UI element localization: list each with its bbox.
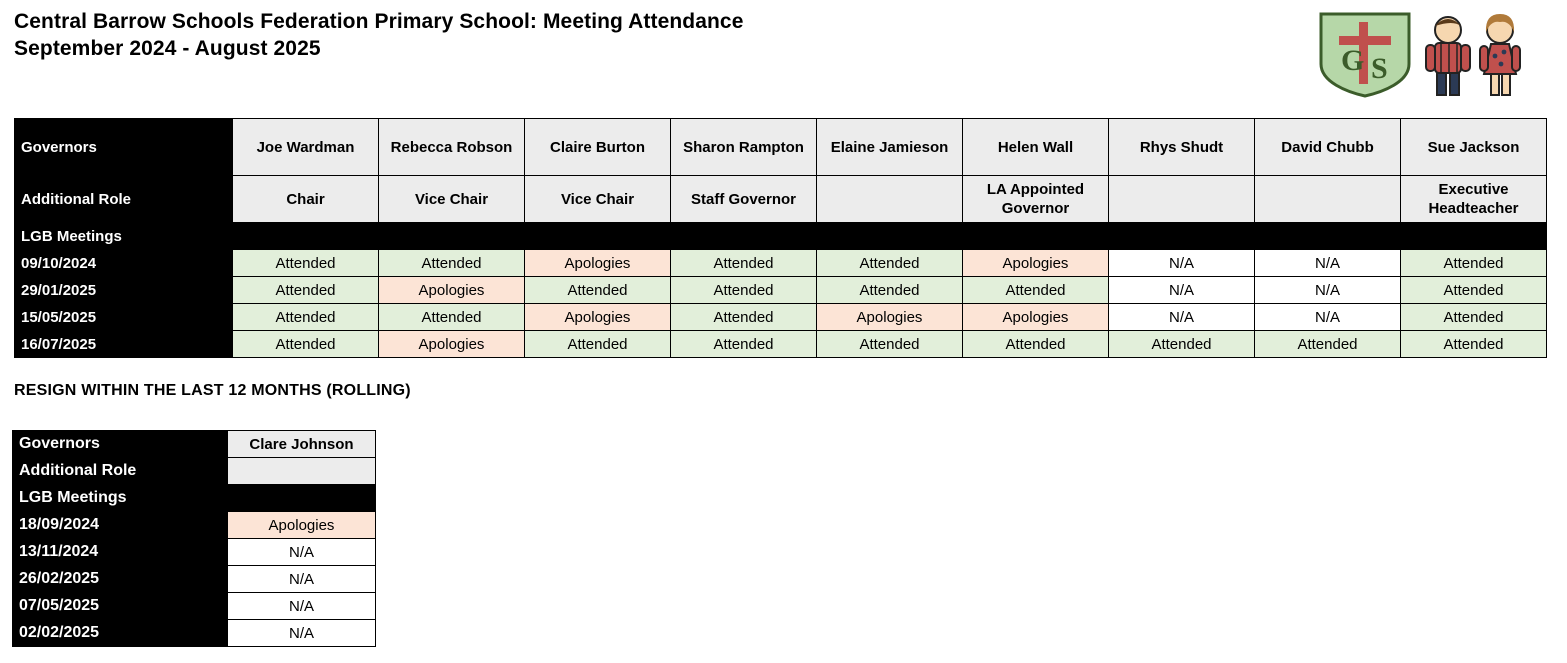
attendance-cell: Attended	[963, 277, 1109, 304]
page-title	[14, 8, 1314, 62]
attendance-cell: Apologies	[963, 304, 1109, 331]
attendance-cell: N/A	[1109, 277, 1255, 304]
row-label-governors: Governors	[15, 119, 233, 176]
governors-header-row	[13, 431, 376, 458]
attendance-cell: Attended	[817, 277, 963, 304]
school-logo	[1313, 8, 1543, 100]
table-row	[13, 566, 376, 593]
attendance-cell: Attended	[963, 331, 1109, 358]
meeting-date: 16/07/2025	[15, 331, 233, 358]
attendance-cell: Attended	[233, 304, 379, 331]
meeting-date: 26/02/2025	[13, 566, 228, 593]
governor-role	[1255, 176, 1401, 223]
governor-name-header: David Chubb	[1255, 119, 1401, 176]
section-spacer	[525, 223, 671, 250]
row-label-governors: Governors	[13, 431, 228, 458]
meeting-date: 29/01/2025	[15, 277, 233, 304]
lgb-meetings-section-row	[13, 485, 376, 512]
svg-text:G: G	[1341, 44, 1365, 77]
attendance-cell: N/A	[228, 593, 376, 620]
governors-header-row	[15, 119, 1547, 176]
attendance-cell: N/A	[1255, 277, 1401, 304]
section-spacer	[671, 223, 817, 250]
governor-role: Vice Chair	[525, 176, 671, 223]
lgb-meetings-section-row	[15, 223, 1547, 250]
attendance-cell: Attended	[1255, 331, 1401, 358]
governor-name-header: Clare Johnson	[228, 431, 376, 458]
table-row	[13, 512, 376, 539]
section-spacer	[963, 223, 1109, 250]
section-spacer	[1109, 223, 1255, 250]
meeting-date: 07/05/2025	[13, 593, 228, 620]
attendance-cell: Attended	[671, 250, 817, 277]
row-label-additional-role: Additional Role	[15, 176, 233, 223]
section-spacer	[817, 223, 963, 250]
row-label-additional-role: Additional Role	[13, 458, 228, 485]
table-row	[15, 250, 1547, 277]
attendance-cell: Apologies	[817, 304, 963, 331]
attendance-cell: N/A	[228, 566, 376, 593]
table-row	[15, 304, 1547, 331]
attendance-cell: Attended	[379, 304, 525, 331]
attendance-cell: Attended	[233, 277, 379, 304]
attendance-cell: Attended	[671, 277, 817, 304]
resign-section-title: RESIGN WITHIN THE LAST 12 MONTHS (ROLLING)	[14, 382, 411, 399]
attendance-cell: Attended	[1401, 277, 1547, 304]
attendance-cell: N/A	[1255, 304, 1401, 331]
meeting-date: 13/11/2024	[13, 539, 228, 566]
attendance-cell: Apologies	[963, 250, 1109, 277]
additional-role-row	[15, 176, 1547, 223]
governor-role	[817, 176, 963, 223]
meeting-date: 02/02/2025	[13, 620, 228, 647]
section-spacer	[1255, 223, 1401, 250]
section-spacer	[233, 223, 379, 250]
attendance-cell: Attended	[1401, 304, 1547, 331]
attendance-cell: Attended	[233, 250, 379, 277]
governor-name-header: Joe Wardman	[233, 119, 379, 176]
attendance-cell: Attended	[671, 331, 817, 358]
resigned-governors-table	[12, 430, 376, 647]
attendance-cell: Apologies	[525, 304, 671, 331]
girl-illustration-icon	[1480, 14, 1520, 95]
attendance-cell: N/A	[228, 620, 376, 647]
svg-text:S: S	[1371, 52, 1388, 85]
governor-name-header: Sue Jackson	[1401, 119, 1547, 176]
main-attendance-table	[14, 118, 1547, 358]
meeting-date: 15/05/2025	[15, 304, 233, 331]
row-label-lgb-meetings: LGB Meetings	[15, 223, 233, 250]
attendance-cell: Attended	[817, 331, 963, 358]
attendance-cell: Attended	[379, 250, 525, 277]
title-line-1: Central Barrow Schools Federation Primary School: Meeting Attendance	[14, 10, 744, 33]
title-line-2: September 2024 - August 2025	[14, 37, 321, 60]
attendance-cell: Apologies	[525, 250, 671, 277]
row-label-lgb-meetings: LGB Meetings	[13, 485, 228, 512]
attendance-cell: Attended	[525, 277, 671, 304]
attendance-cell: N/A	[1109, 304, 1255, 331]
governor-name-header: Elaine Jamieson	[817, 119, 963, 176]
governor-role: Chair	[233, 176, 379, 223]
governor-role	[1109, 176, 1255, 223]
section-spacer	[379, 223, 525, 250]
attendance-cell: Attended	[817, 250, 963, 277]
table-row	[13, 593, 376, 620]
attendance-cell: N/A	[1255, 250, 1401, 277]
governor-name-header: Claire Burton	[525, 119, 671, 176]
governor-role: Staff Governor	[671, 176, 817, 223]
section-spacer	[1401, 223, 1547, 250]
governor-role: Vice Chair	[379, 176, 525, 223]
governor-role: LA Appointed Governor	[963, 176, 1109, 223]
attendance-cell: N/A	[1109, 250, 1255, 277]
attendance-cell: Attended	[233, 331, 379, 358]
attendance-cell: Apologies	[379, 331, 525, 358]
additional-role-row	[13, 458, 376, 485]
attendance-cell: Attended	[671, 304, 817, 331]
attendance-cell: N/A	[228, 539, 376, 566]
attendance-cell: Apologies	[379, 277, 525, 304]
school-crest-icon	[1321, 14, 1409, 96]
attendance-cell: Attended	[525, 331, 671, 358]
table-row	[13, 620, 376, 647]
governor-name-header: Rebecca Robson	[379, 119, 525, 176]
attendance-cell: Attended	[1401, 331, 1547, 358]
governor-role: Executive Headteacher	[1401, 176, 1547, 223]
boy-illustration-icon	[1426, 17, 1470, 95]
meeting-date: 18/09/2024	[13, 512, 228, 539]
attendance-cell: Apologies	[228, 512, 376, 539]
attendance-cell: Attended	[1401, 250, 1547, 277]
table-row	[13, 539, 376, 566]
governor-name-header: Sharon Rampton	[671, 119, 817, 176]
table-row	[15, 331, 1547, 358]
meeting-date: 09/10/2024	[15, 250, 233, 277]
section-spacer	[228, 485, 376, 512]
governor-name-header: Rhys Shudt	[1109, 119, 1255, 176]
table-row	[15, 277, 1547, 304]
attendance-cell: Attended	[1109, 331, 1255, 358]
governor-name-header: Helen Wall	[963, 119, 1109, 176]
governor-role	[228, 458, 376, 485]
